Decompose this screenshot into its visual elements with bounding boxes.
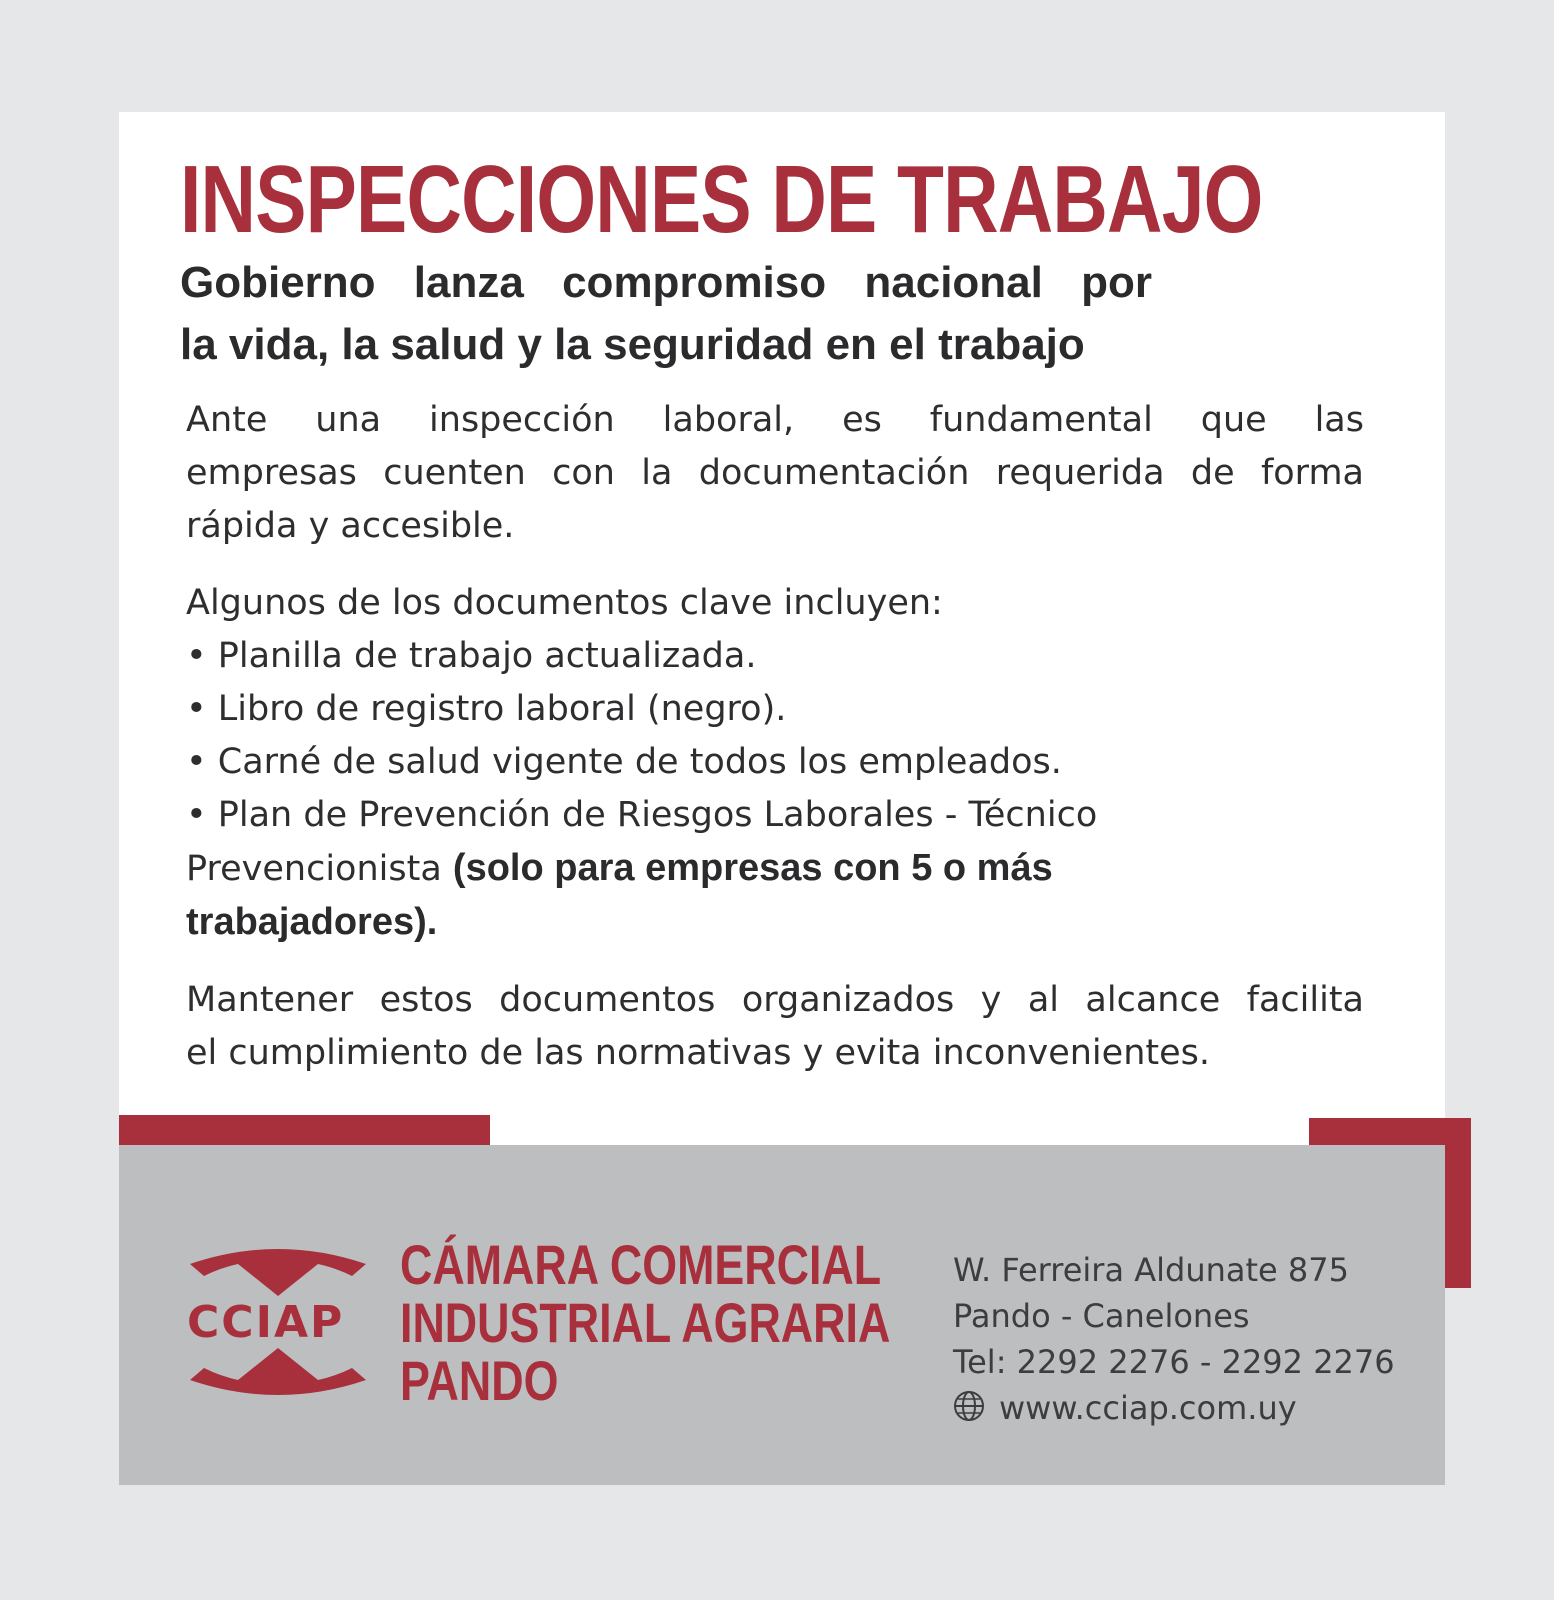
page-title: INSPECCIONES DE TRABAJO	[180, 146, 1263, 253]
continuation-text: Prevencionista	[186, 849, 442, 889]
closing-line-2: el cumplimiento de las normativas y evita inconvenientes.	[186, 1033, 1210, 1073]
subtitle	[180, 252, 1152, 376]
intro-paragraph	[186, 394, 1364, 553]
intro-line-3: rápida y accesible.	[186, 506, 515, 546]
org-line-1: CÁMARA COMERCIAL	[400, 1233, 882, 1296]
org-line-3: PANDO	[400, 1349, 559, 1412]
subtitle-line-1: Gobierno lanza compromiso nacional por	[180, 258, 1152, 307]
accent-bar-left	[119, 1115, 490, 1145]
documents-section	[186, 577, 1364, 949]
list-item: • Plan de Prevención de Riesgos Laborales - Técnico	[186, 795, 1098, 835]
accent-corner-vertical	[1445, 1118, 1471, 1288]
documents-heading: Algunos de los documentos clave incluyen:	[186, 583, 943, 623]
closing-paragraph	[186, 974, 1364, 1080]
intro-line-1: Ante una inspección laboral, es fundamental que las	[186, 400, 1364, 440]
subtitle-line-2: la vida, la salud y la seguridad en el trabajo	[180, 320, 1085, 369]
continuation-bold-2: trabajadores).	[186, 901, 438, 943]
address: W. Ferreira Aldunate 875	[953, 1251, 1349, 1289]
list-item-continuation	[186, 842, 1364, 896]
intro-line-2: empresas cuenten con la documentación requerida de forma	[186, 453, 1364, 493]
website-link[interactable]: www.cciap.com.uy	[999, 1389, 1297, 1427]
website-row	[953, 1385, 1395, 1431]
continuation-bold: (solo para empresas con 5 o más	[452, 847, 1053, 889]
city: Pando - Canelones	[953, 1297, 1250, 1335]
list-item: • Carné de salud vigente de todos los empleados.	[186, 742, 1062, 782]
organization-name	[400, 1233, 891, 1412]
phone: Tel: 2292 2276 - 2292 2276	[953, 1343, 1395, 1381]
org-line-2: INDUSTRIAL AGRARIA	[400, 1291, 891, 1354]
globe-icon	[953, 1390, 985, 1422]
logo-wordmark: CCIAP	[187, 1297, 345, 1348]
list-item: • Libro de registro laboral (negro).	[186, 689, 787, 729]
list-item: • Planilla de trabajo actualizada.	[186, 636, 757, 676]
contact-info	[953, 1247, 1395, 1431]
closing-line-1: Mantener estos documentos organizados y al alcance facilita	[186, 980, 1364, 1020]
